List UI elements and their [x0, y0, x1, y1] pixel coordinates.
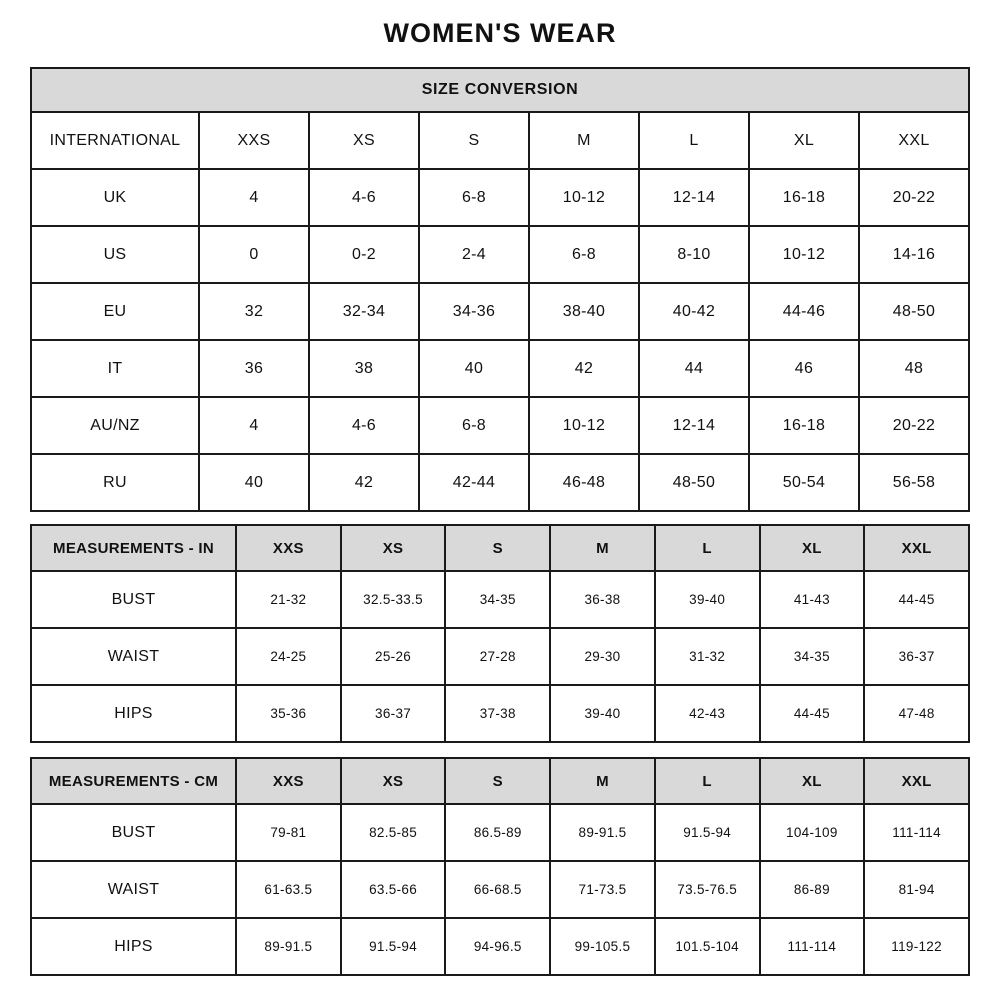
size-cell: 36-37 — [864, 628, 969, 685]
size-cell: 41-43 — [760, 571, 865, 628]
size-cell: 12-14 — [639, 169, 749, 226]
measurements-cm-table — [30, 757, 970, 976]
size-cell: 4-6 — [309, 169, 419, 226]
size-cell: 8-10 — [639, 226, 749, 283]
table-row — [31, 918, 969, 975]
size-cell: 82.5-85 — [341, 804, 446, 861]
column-header: XS — [341, 758, 446, 804]
measurements-in-table — [30, 524, 970, 743]
size-cell: 2-4 — [419, 226, 529, 283]
column-header: XXS — [236, 525, 341, 571]
table-banner: SIZE CONVERSION — [31, 68, 969, 112]
column-header: M — [550, 525, 655, 571]
size-cell: 66-68.5 — [445, 861, 550, 918]
size-cell: 32.5-33.5 — [341, 571, 446, 628]
size-cell: 4-6 — [309, 397, 419, 454]
size-cell: 38 — [309, 340, 419, 397]
size-conversion-table — [30, 67, 970, 512]
table-row — [31, 571, 969, 628]
size-cell: 0 — [199, 226, 309, 283]
size-cell: 39-40 — [655, 571, 760, 628]
size-cell: 0-2 — [309, 226, 419, 283]
size-cell: 71-73.5 — [550, 861, 655, 918]
table-row — [31, 861, 969, 918]
column-header: XS — [309, 112, 419, 169]
size-cell: 89-91.5 — [236, 918, 341, 975]
table-row — [31, 628, 969, 685]
column-header: L — [655, 758, 760, 804]
column-header: L — [639, 112, 749, 169]
row-label: WAIST — [31, 861, 236, 918]
column-header: XXS — [199, 112, 309, 169]
size-cell: 94-96.5 — [445, 918, 550, 975]
size-cell: 32-34 — [309, 283, 419, 340]
size-cell: 91.5-94 — [655, 804, 760, 861]
size-cell: 79-81 — [236, 804, 341, 861]
size-cell: 36 — [199, 340, 309, 397]
size-cell: 38-40 — [529, 283, 639, 340]
size-cell: 40 — [419, 340, 529, 397]
size-cell: 44-45 — [864, 571, 969, 628]
column-header: M — [550, 758, 655, 804]
size-cell: 46-48 — [529, 454, 639, 511]
size-cell: 6-8 — [529, 226, 639, 283]
column-header: L — [655, 525, 760, 571]
size-cell: 86-89 — [760, 861, 865, 918]
table-header-row — [31, 112, 969, 169]
column-header: XL — [749, 112, 859, 169]
size-cell: 44 — [639, 340, 749, 397]
size-cell: 86.5-89 — [445, 804, 550, 861]
column-header: XL — [760, 758, 865, 804]
row-label: IT — [31, 340, 199, 397]
size-cell: 34-35 — [760, 628, 865, 685]
size-cell: 20-22 — [859, 397, 969, 454]
size-cell: 12-14 — [639, 397, 749, 454]
size-cell: 27-28 — [445, 628, 550, 685]
size-cell: 48-50 — [859, 283, 969, 340]
size-cell: 31-32 — [655, 628, 760, 685]
size-cell: 111-114 — [864, 804, 969, 861]
row-label: AU/NZ — [31, 397, 199, 454]
size-cell: 36-38 — [550, 571, 655, 628]
column-header: XS — [341, 525, 446, 571]
size-cell: 42-43 — [655, 685, 760, 742]
column-header: M — [529, 112, 639, 169]
size-cell: 6-8 — [419, 397, 529, 454]
size-cell: 16-18 — [749, 397, 859, 454]
size-cell: 20-22 — [859, 169, 969, 226]
column-header: XL — [760, 525, 865, 571]
table-banner-row — [31, 68, 969, 112]
size-cell: 44-45 — [760, 685, 865, 742]
row-label: BUST — [31, 571, 236, 628]
row-label: RU — [31, 454, 199, 511]
table-row — [31, 283, 969, 340]
size-cell: 39-40 — [550, 685, 655, 742]
table-header-row — [31, 525, 969, 571]
size-cell: 50-54 — [749, 454, 859, 511]
size-cell: 42 — [529, 340, 639, 397]
size-cell: 119-122 — [864, 918, 969, 975]
size-cell: 32 — [199, 283, 309, 340]
row-label: HIPS — [31, 685, 236, 742]
table-row — [31, 685, 969, 742]
column-header: XXL — [864, 758, 969, 804]
table-title-cell: INTERNATIONAL — [31, 112, 199, 169]
size-cell: 16-18 — [749, 169, 859, 226]
row-label: HIPS — [31, 918, 236, 975]
size-cell: 14-16 — [859, 226, 969, 283]
size-cell: 101.5-104 — [655, 918, 760, 975]
size-cell: 34-35 — [445, 571, 550, 628]
column-header: XXL — [859, 112, 969, 169]
column-header: XXL — [864, 525, 969, 571]
row-label: US — [31, 226, 199, 283]
size-cell: 42 — [309, 454, 419, 511]
page-title: WOMEN'S WEAR — [383, 18, 617, 48]
size-cell: 63.5-66 — [341, 861, 446, 918]
size-cell: 61-63.5 — [236, 861, 341, 918]
table-title-cell: MEASUREMENTS - IN — [31, 525, 236, 571]
size-cell: 10-12 — [529, 397, 639, 454]
column-header: S — [445, 525, 550, 571]
size-cell: 73.5-76.5 — [655, 861, 760, 918]
column-header: S — [419, 112, 529, 169]
size-cell: 40-42 — [639, 283, 749, 340]
table-row — [31, 397, 969, 454]
size-cell: 36-37 — [341, 685, 446, 742]
size-cell: 81-94 — [864, 861, 969, 918]
size-cell: 24-25 — [236, 628, 341, 685]
table-row — [31, 226, 969, 283]
size-cell: 4 — [199, 169, 309, 226]
size-cell: 34-36 — [419, 283, 529, 340]
size-cell: 89-91.5 — [550, 804, 655, 861]
table-title-cell: MEASUREMENTS - CM — [31, 758, 236, 804]
size-cell: 6-8 — [419, 169, 529, 226]
column-header: XXS — [236, 758, 341, 804]
size-cell: 42-44 — [419, 454, 529, 511]
size-cell: 48 — [859, 340, 969, 397]
size-cell: 91.5-94 — [341, 918, 446, 975]
size-cell: 40 — [199, 454, 309, 511]
row-label: WAIST — [31, 628, 236, 685]
table-header-row — [31, 758, 969, 804]
size-cell: 44-46 — [749, 283, 859, 340]
table-row — [31, 454, 969, 511]
table-row — [31, 169, 969, 226]
size-cell: 111-114 — [760, 918, 865, 975]
size-cell: 47-48 — [864, 685, 969, 742]
row-label: EU — [31, 283, 199, 340]
size-cell: 46 — [749, 340, 859, 397]
table-row — [31, 340, 969, 397]
size-cell: 10-12 — [529, 169, 639, 226]
table-row — [31, 804, 969, 861]
size-cell: 4 — [199, 397, 309, 454]
row-label: BUST — [31, 804, 236, 861]
size-cell: 56-58 — [859, 454, 969, 511]
row-label: UK — [31, 169, 199, 226]
size-cell: 104-109 — [760, 804, 865, 861]
size-cell: 21-32 — [236, 571, 341, 628]
size-cell: 99-105.5 — [550, 918, 655, 975]
size-cell: 25-26 — [341, 628, 446, 685]
size-cell: 29-30 — [550, 628, 655, 685]
size-cell: 48-50 — [639, 454, 749, 511]
size-cell: 35-36 — [236, 685, 341, 742]
column-header: S — [445, 758, 550, 804]
size-cell: 37-38 — [445, 685, 550, 742]
size-cell: 10-12 — [749, 226, 859, 283]
